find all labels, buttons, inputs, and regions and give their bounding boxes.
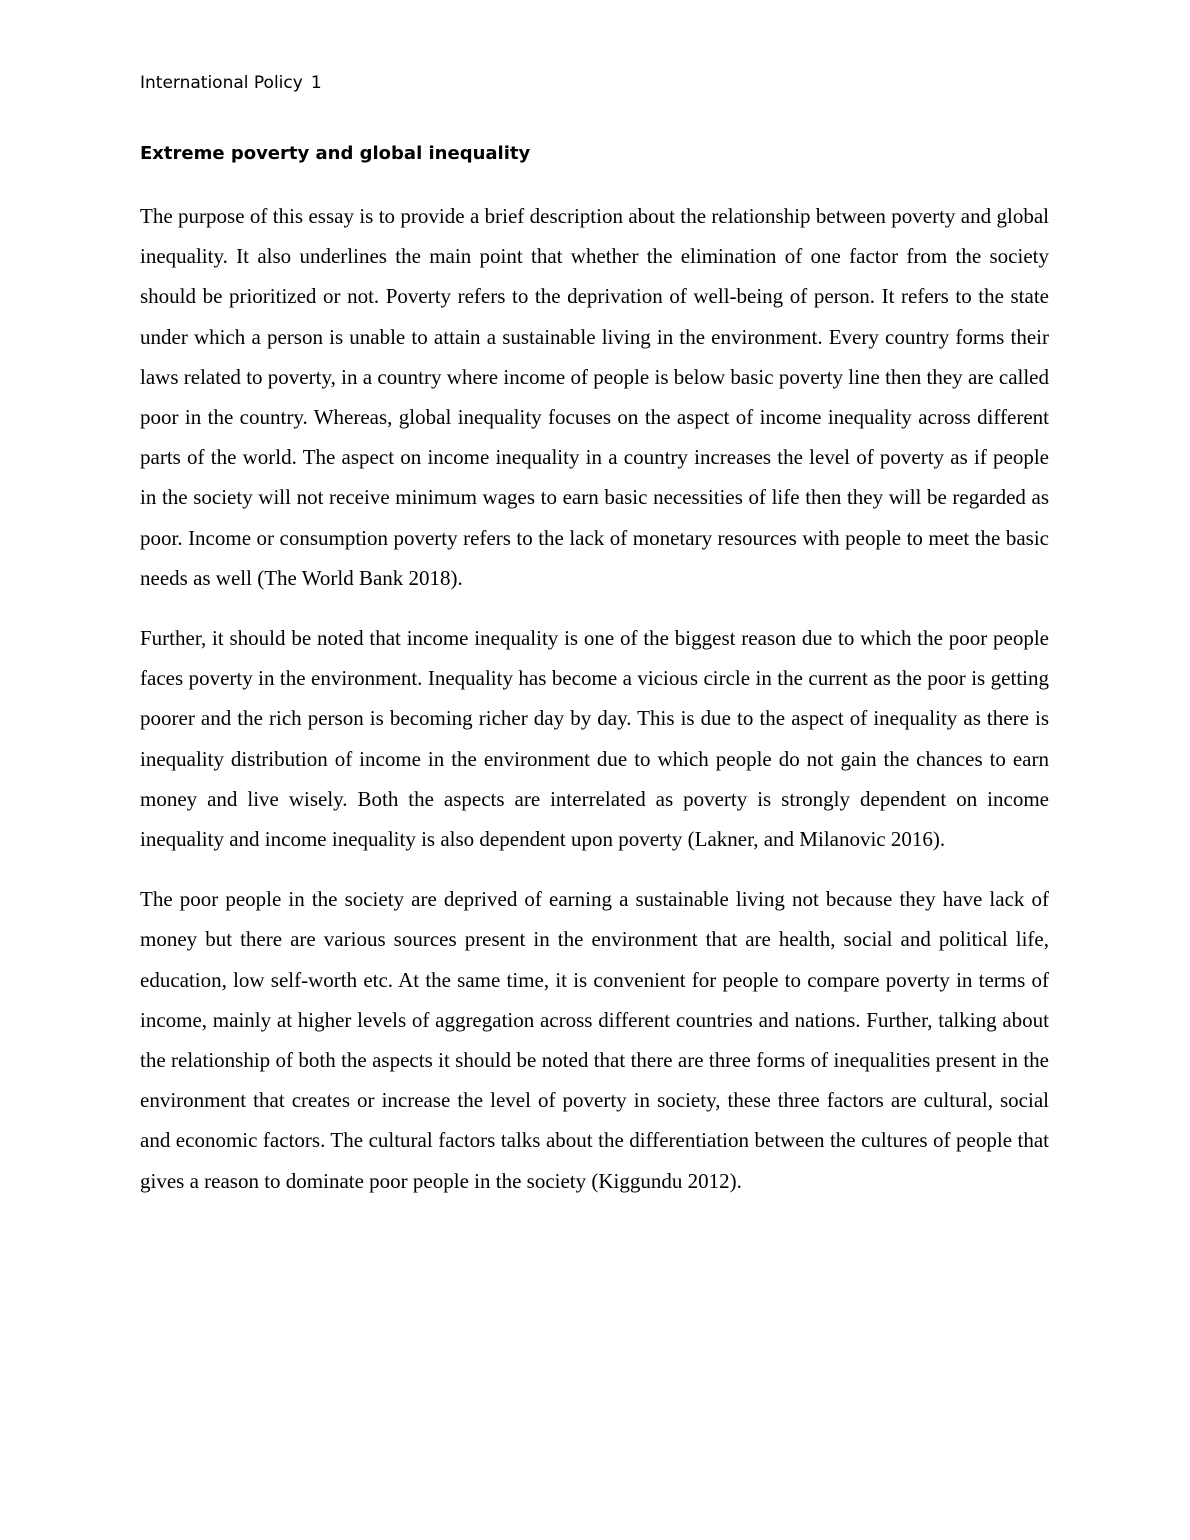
page-number: 1 [310, 73, 322, 93]
body-paragraph-3: The poor people in the society are deprived of earning a sustainable living not because they have lack of money but there are various sources present in the environment that are health, social and political life, education, low self-worth etc. At the same time, it is convenient for people to compare poverty in terms of income, mainly at higher levels of aggregation across different countries and nations. Further, talking about the relationship of both the aspects it should be noted that there are three forms of inequalities present in the environment that creates or increase the level of poverty in society, these three factors are cultural, social and economic factors. The cultural factors talks about the differentiation between the cultures of people that gives a reason to dominate poor people in the society (Kiggundu 2012). [140, 887, 1049, 1193]
running-header-title: International Policy [140, 73, 303, 93]
body-paragraph-1: The purpose of this essay is to provide a brief description about the relationship between poverty and global inequality. It also underlines the main point that whether the elimination of one factor from the society should be prioritized or not. Poverty refers to the deprivation of well-being of person. It refers to the state under which a person is unable to attain a sustainable living in the environment. Every country forms their laws related to poverty, in a country where income of people is below basic poverty line then they are called poor in the country. Whereas, global inequality focuses on the aspect of income inequality across different parts of the world. The aspect on income inequality in a country increases the level of poverty as if people in the society will not receive minimum wages to earn basic necessities of life then they will be regarded as poor. Income or consumption poverty refers to the lack of monetary resources with people to meet the basic needs as well (The World Bank 2018). [140, 204, 1049, 590]
document-title: Extreme poverty and global inequality [140, 143, 531, 164]
body-paragraph-2: Further, it should be noted that income inequality is one of the biggest reason due to which the poor people faces poverty in the environment. Inequality has become a vicious circle in the current as the poor is getting poorer and the rich person is becoming richer day by day. This is due to the aspect of inequality as there is inequality distribution of income in the environment due to which people do not gain the chances to earn money and live wisely. Both the aspects are interrelated as poverty is strongly dependent on income inequality and income inequality is also dependent upon poverty (Lakner, and Milanovic 2016). [140, 626, 1049, 852]
document-body [140, 196, 1049, 1221]
running-header [140, 71, 322, 95]
